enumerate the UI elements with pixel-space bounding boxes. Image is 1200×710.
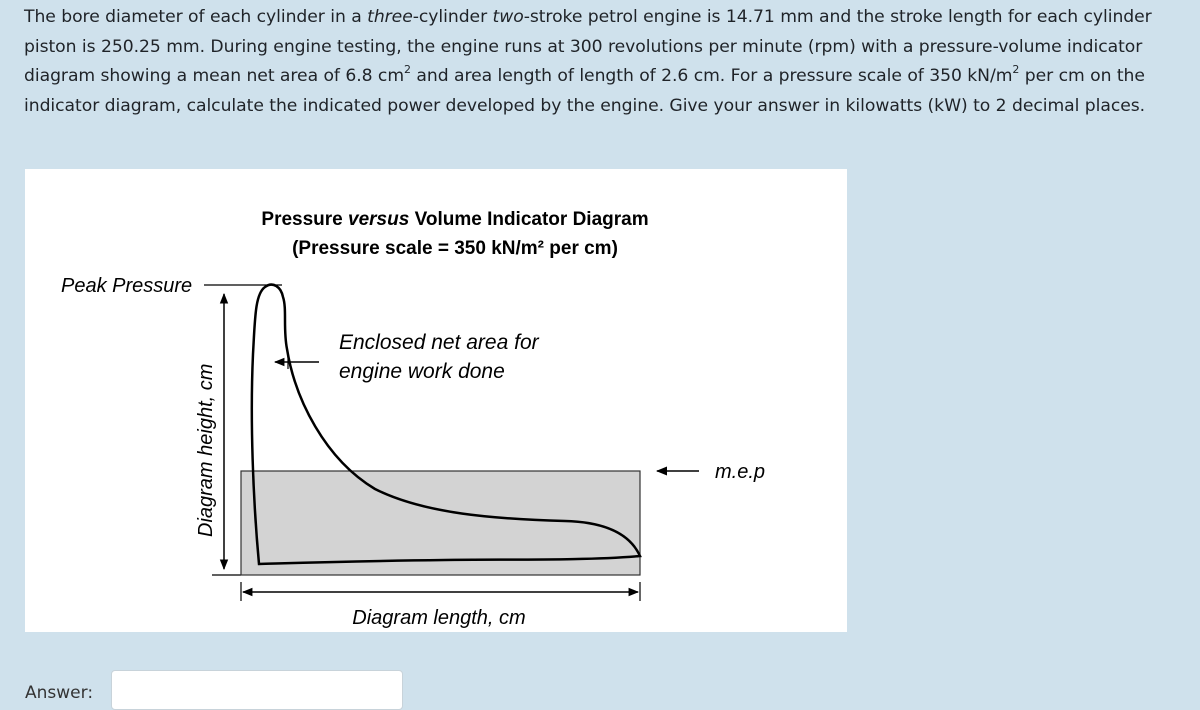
question-text: The bore diameter of each cylinder in a three-cylinder two-stroke petrol engine is 14.71 mm and the stroke length for each cylinder piston is 250.25 mm. During engine testing, the engine runs at 300 revolutions per minute (rpm) with a pressure-volume indicator diagram showing a mean net area of 6.8 $cm^2$ and area length of length of 2.6 cm. For a pressure scale of 350 $kN/m^2$ per cm on the indicator diagram, calculate the indicated power developed by the engine. Give your answer in kilowatts (kW) to 2 decimal places. bbox=[24, 7, 1152, 116]
diagram-title: Pressure versus Volume Indicator Diagram bbox=[261, 209, 649, 230]
mep-label: m.e.p bbox=[715, 461, 766, 483]
indicator-diagram-figure bbox=[25, 169, 847, 632]
diagram-height-label: Diagram height, cm bbox=[195, 363, 217, 537]
enclosed-area-label-line2: engine work done bbox=[339, 360, 505, 383]
indicator-diagram bbox=[25, 169, 847, 632]
answer-input[interactable] bbox=[111, 670, 403, 710]
enclosed-area-label-line1: Enclosed net area for bbox=[339, 331, 539, 354]
diagram-length-label: Diagram length, cm bbox=[352, 607, 526, 629]
answer-label: Answer: bbox=[25, 683, 94, 703]
diagram-subtitle: (Pressure scale = 350 kN/m² per cm) bbox=[292, 238, 618, 259]
peak-pressure-label: Peak Pressure bbox=[61, 275, 193, 297]
